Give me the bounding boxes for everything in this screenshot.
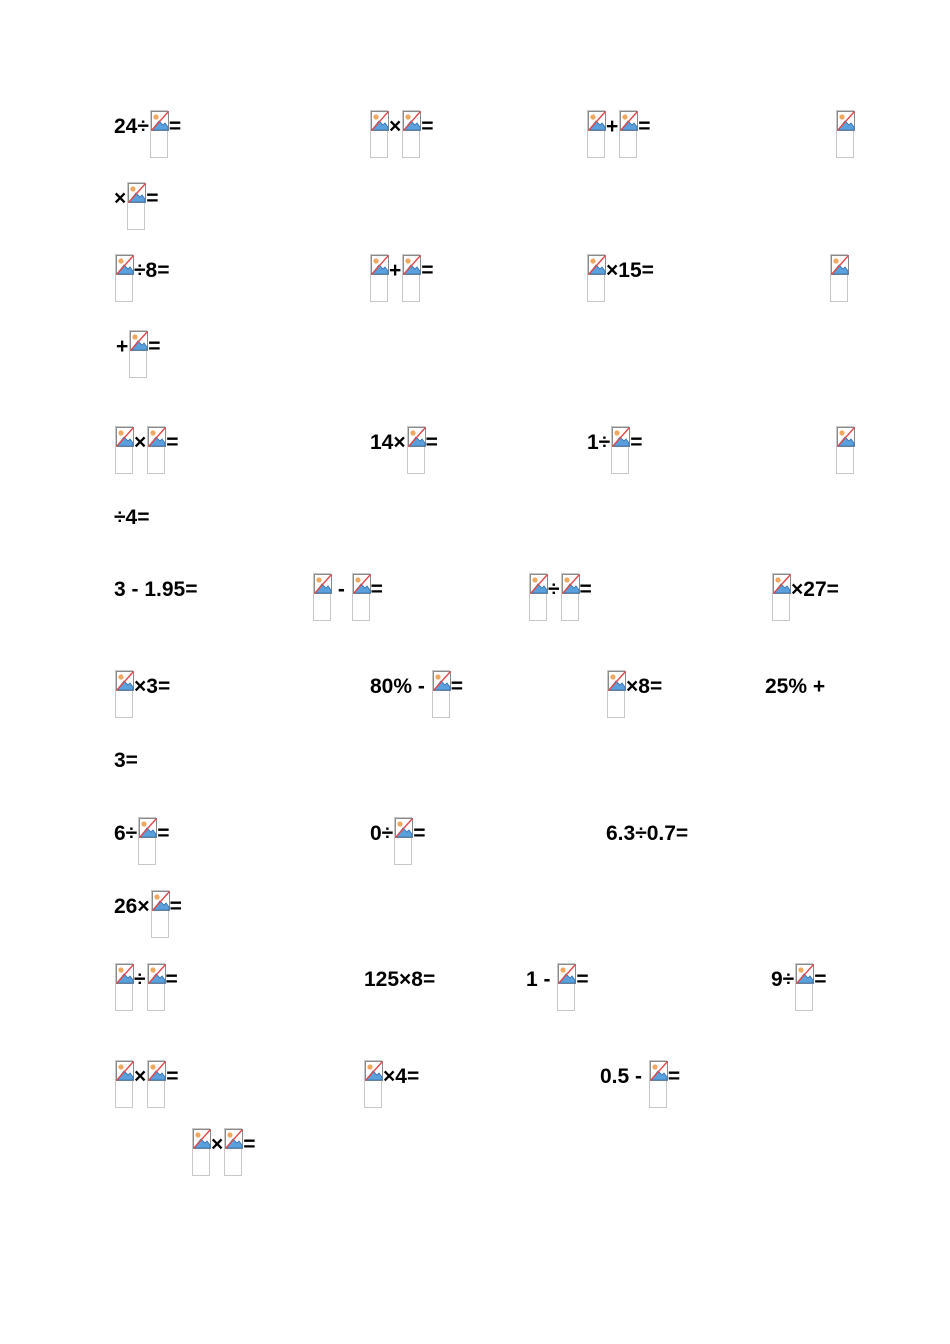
expression-text: 9÷ (771, 968, 795, 991)
math-expression (364, 963, 435, 1019)
expression-text: = (148, 335, 161, 358)
expression-text: + (116, 335, 129, 358)
math-expression (771, 963, 826, 1019)
missing-image-icon (557, 963, 575, 1011)
math-expression (114, 1060, 179, 1116)
expression-text: × (114, 187, 127, 210)
expression-text: 24÷ (114, 115, 149, 138)
missing-image-icon (364, 1060, 382, 1108)
expression-text: ÷8= (134, 259, 170, 282)
math-expression (771, 573, 839, 629)
expression-text: + (606, 115, 619, 138)
expression-text: = (166, 431, 179, 454)
missing-image-icon (795, 963, 813, 1011)
missing-image-icon (432, 670, 450, 718)
expression-text: ×27= (791, 578, 839, 601)
expression-text: = (576, 968, 589, 991)
math-expression (586, 110, 651, 166)
missing-image-icon (147, 963, 165, 1011)
expression-text: 14× (370, 431, 406, 454)
missing-image-icon (313, 573, 331, 621)
missing-image-icon (129, 330, 147, 378)
expression-text: = (425, 431, 438, 454)
math-expression (370, 426, 438, 482)
expression-text: 80% - (370, 675, 431, 698)
expression-text: ÷ (134, 968, 146, 991)
math-expression (370, 670, 463, 726)
missing-image-icon (772, 573, 790, 621)
math-expression (369, 110, 434, 166)
missing-image-icon (407, 426, 425, 474)
missing-image-icon (587, 110, 605, 158)
missing-image-icon (370, 254, 388, 302)
expression-text: = (168, 115, 182, 138)
expression-text: × (134, 1065, 147, 1088)
expression-text: - (332, 578, 351, 601)
expression-text: = (579, 578, 592, 601)
missing-image-icon (836, 110, 854, 158)
math-expression (114, 890, 182, 946)
missing-image-icon (607, 670, 625, 718)
expression-text: ×8= (626, 675, 663, 698)
missing-image-icon (150, 110, 168, 158)
math-expression (312, 573, 383, 629)
math-expression (606, 817, 688, 873)
missing-image-icon (115, 963, 133, 1011)
math-expression (114, 254, 169, 310)
math-expression (835, 426, 855, 482)
missing-image-icon (352, 573, 370, 621)
expression-text: = (169, 895, 182, 918)
expression-text: = (166, 1065, 179, 1088)
expression-text: × (389, 115, 402, 138)
expression-text: ×4= (383, 1065, 420, 1088)
missing-image-icon (224, 1128, 242, 1176)
expression-text: 1 - (526, 968, 557, 991)
math-expression (114, 963, 178, 1019)
math-expression (586, 254, 654, 310)
missing-image-icon (192, 1128, 210, 1176)
missing-image-icon (151, 890, 169, 938)
math-expression (587, 426, 642, 482)
missing-image-icon (402, 254, 420, 302)
math-expression (114, 670, 170, 726)
missing-image-icon (561, 573, 579, 621)
expression-text: 3 - 1.95= (114, 578, 198, 601)
math-expression (114, 182, 159, 238)
expression-text: × (211, 1133, 224, 1156)
expression-text: = (370, 578, 383, 601)
expression-text: 25% + (765, 675, 826, 698)
missing-image-icon (138, 817, 156, 865)
math-expression (116, 330, 161, 386)
missing-image-icon (611, 426, 629, 474)
missing-image-icon (619, 110, 637, 158)
expression-text: + (389, 259, 402, 282)
missing-image-icon (830, 254, 848, 302)
expression-text: 26× (114, 895, 150, 918)
missing-image-icon (127, 182, 145, 230)
expression-text: ÷4= (114, 506, 150, 529)
math-expression (114, 744, 138, 800)
math-expression (765, 670, 825, 726)
expression-text: = (630, 431, 643, 454)
expression-text: ÷ (548, 578, 560, 601)
math-expression (114, 817, 169, 873)
expression-text: 6.3÷0.7= (606, 822, 689, 845)
missing-image-icon (370, 110, 388, 158)
expression-text: = (157, 822, 170, 845)
math-expression (369, 254, 434, 310)
math-expression (600, 1060, 680, 1116)
missing-image-icon (836, 426, 854, 474)
missing-image-icon (529, 573, 547, 621)
expression-text: = (638, 115, 651, 138)
math-expression (114, 501, 149, 557)
expression-text: = (146, 187, 159, 210)
expression-text: = (667, 1065, 681, 1088)
math-expression (363, 1060, 419, 1116)
math-expression (606, 670, 662, 726)
expression-text: 0.5 - (600, 1065, 648, 1088)
expression-text: 0÷ (370, 822, 394, 845)
expression-text: 125×8= (364, 968, 436, 991)
math-expression (528, 573, 592, 629)
expression-text: = (814, 968, 827, 991)
math-expression (835, 110, 855, 166)
missing-image-icon (115, 426, 133, 474)
missing-image-icon (115, 254, 133, 302)
expression-text: = (165, 968, 178, 991)
expression-text: 3= (114, 749, 138, 772)
expression-text: = (243, 1133, 256, 1156)
expression-text: × (134, 431, 147, 454)
math-expression (191, 1128, 256, 1184)
expression-text: 1÷ (587, 431, 611, 454)
math-expression (114, 573, 197, 629)
missing-image-icon (147, 1060, 165, 1108)
math-expression (114, 110, 181, 166)
math-expression (370, 817, 425, 873)
missing-image-icon (402, 110, 420, 158)
expression-text: = (421, 115, 434, 138)
missing-image-icon (115, 670, 133, 718)
expression-text: = (413, 822, 426, 845)
expression-text: = (421, 259, 434, 282)
missing-image-icon (115, 1060, 133, 1108)
expression-text: 6÷ (114, 822, 138, 845)
missing-image-icon (587, 254, 605, 302)
missing-image-icon (649, 1060, 667, 1108)
missing-image-icon (394, 817, 412, 865)
expression-text: ×15= (606, 259, 654, 282)
missing-image-icon (147, 426, 165, 474)
expression-text: = (450, 675, 463, 698)
expression-text: ×3= (134, 675, 171, 698)
math-expression (526, 963, 589, 1019)
math-expression (829, 254, 849, 310)
math-expression (114, 426, 179, 482)
